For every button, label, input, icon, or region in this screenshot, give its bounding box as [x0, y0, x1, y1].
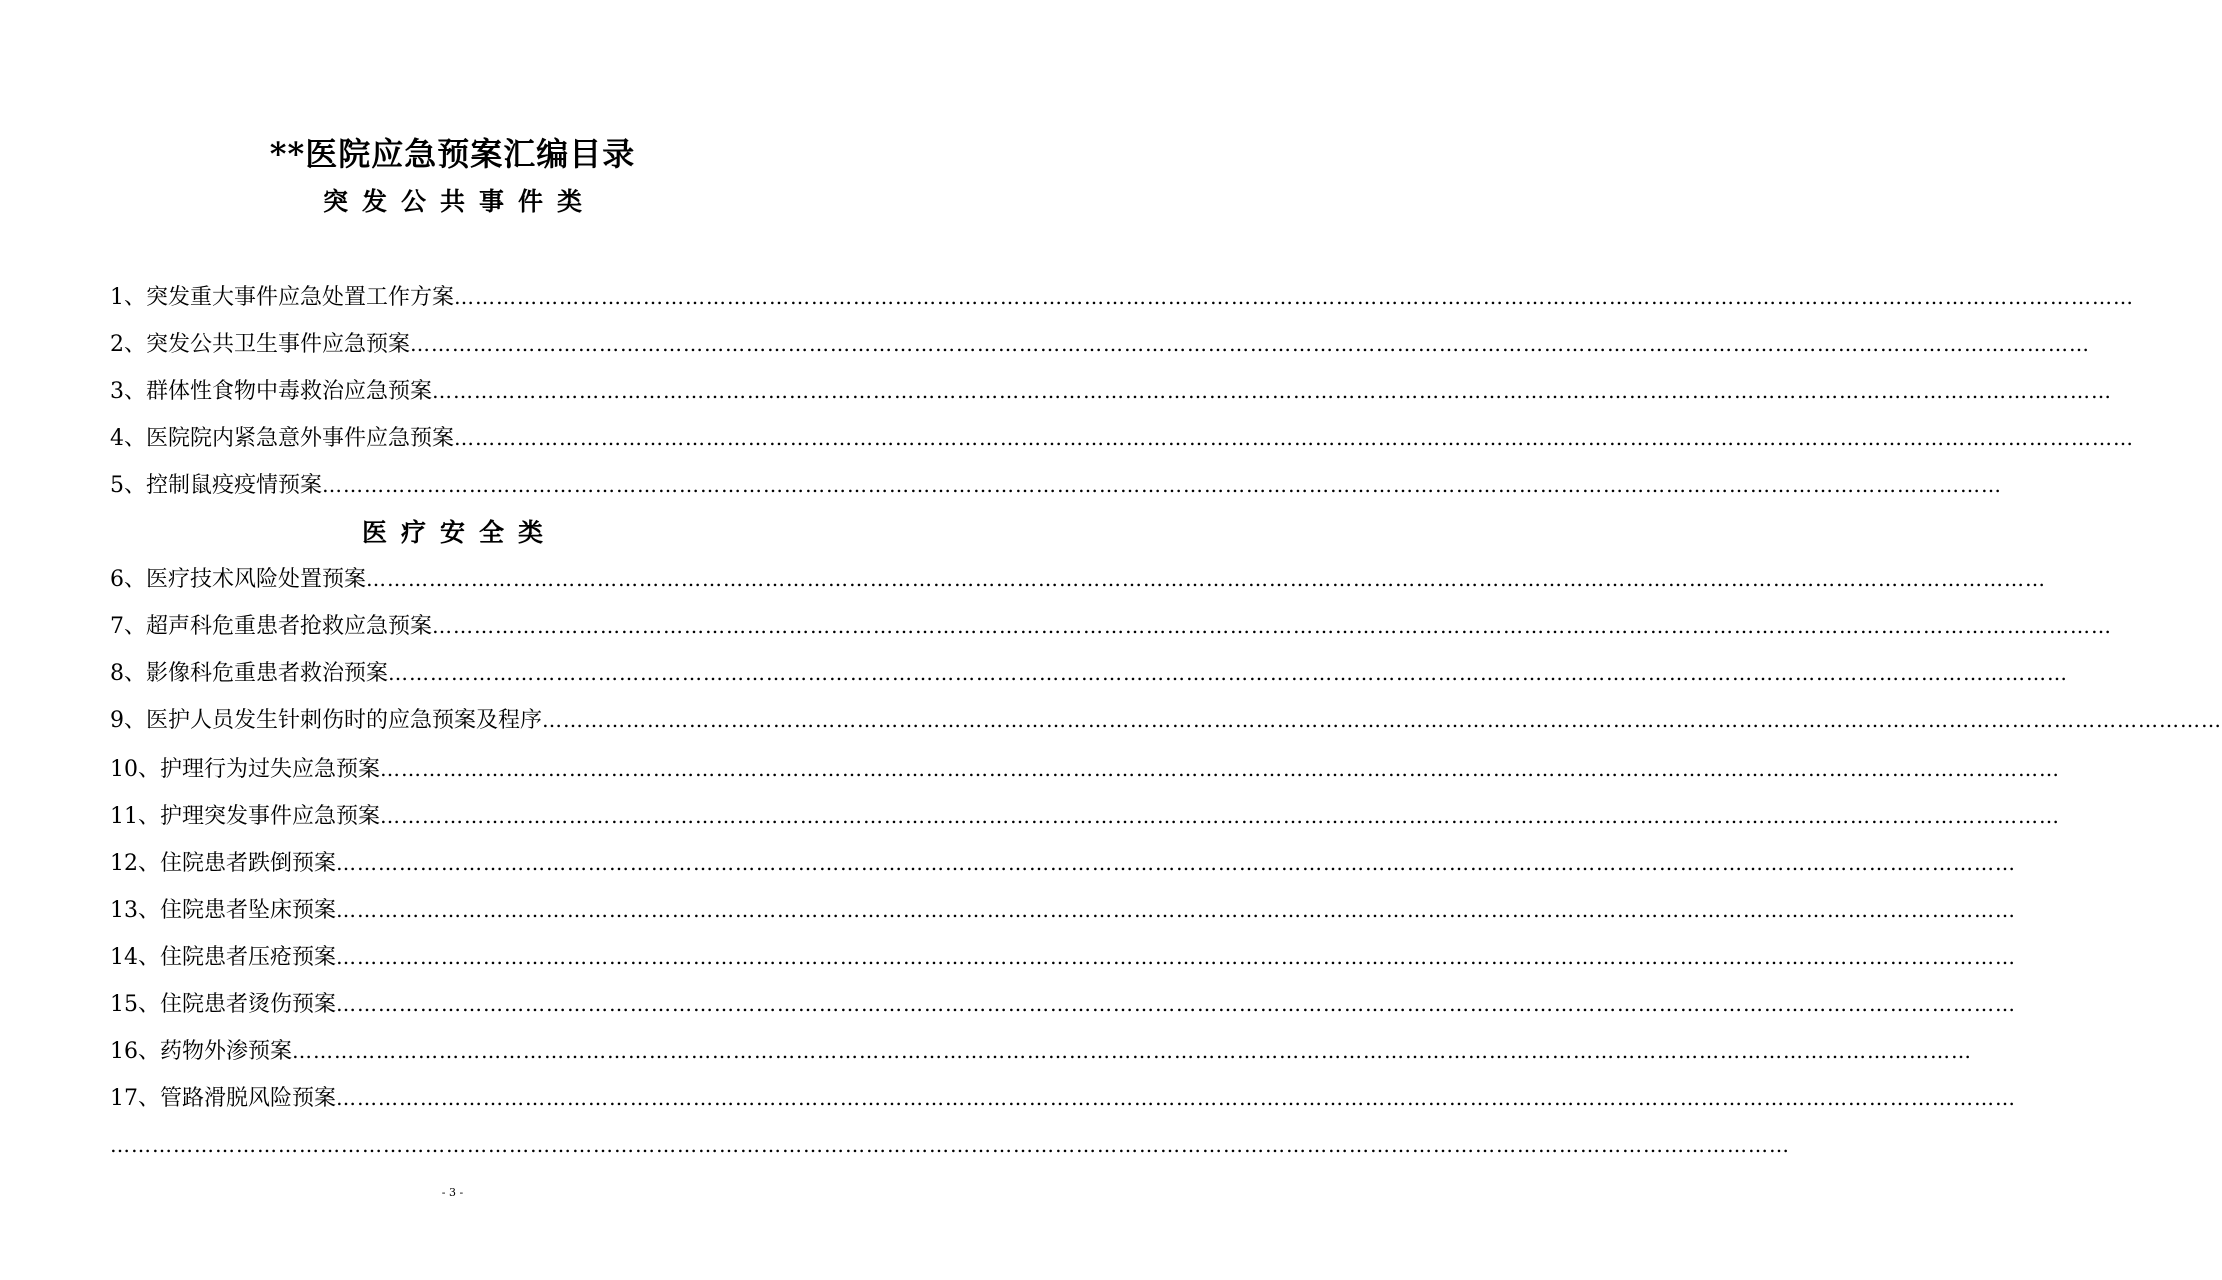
toc-entry — [110, 1075, 2017, 1122]
toc-entry-separator: 、 — [124, 285, 147, 310]
toc-entry-separator: 、 — [124, 567, 147, 592]
toc-entry-separator: 、 — [138, 804, 161, 829]
toc-entry-number: 3 — [110, 379, 124, 404]
toc-entry-separator: 、 — [138, 898, 161, 923]
toc-entry-title: 住院患者跌倒预案 — [160, 851, 337, 876]
toc-entry-title: 医疗技术风险处置预案 — [146, 567, 367, 592]
toc-entry — [110, 556, 2047, 603]
dot-leader: …………………………………………………………………………………………………………………………………………………………………………………………………………………… — [388, 661, 2069, 685]
toc-entry-separator: 、 — [138, 851, 161, 876]
toc-entry-number: 14 — [110, 945, 138, 970]
toc-entry — [110, 650, 2069, 697]
toc-entry-number: 10 — [110, 757, 138, 782]
dot-leader: …………………………………………………………………………………………………………………………………………………………………………………………………………………… — [432, 614, 2113, 638]
toc-entry-title: 控制鼠疫疫情预案 — [146, 473, 323, 498]
toc-entry-title: 突发重大事件应急处置工作方案 — [146, 285, 455, 310]
toc-entry-title: 突发公共卫生事件应急预案 — [146, 332, 411, 357]
dot-leader: …………………………………………………………………………………………………………………………………………………………………………………………………………………… — [380, 757, 2061, 781]
dot-leader: …………………………………………………………………………………………………………………………………………………………………………………………………………………… — [336, 898, 2017, 922]
toc-list-public-emergency — [110, 274, 2135, 509]
toc-entry-title: 超声科危重患者抢救应急预案 — [146, 614, 433, 639]
toc-entry-number: 7 — [110, 614, 124, 639]
dot-leader: …………………………………………………………………………………………………………………………………………………………………………………………………………………… — [336, 1086, 2017, 1110]
toc-entry-number: 15 — [110, 992, 138, 1017]
toc-entry-title: 医护人员发生针刺伤时的应急预案及程序 — [146, 708, 543, 733]
toc-entry-title: 住院患者坠床预案 — [160, 898, 337, 923]
toc-entry-title: 管路滑脱风险预案 — [160, 1086, 337, 1111]
toc-entry — [110, 274, 2135, 321]
toc-entry-number: 13 — [110, 898, 138, 923]
dot-leader: …………………………………………………………………………………………………………………………………………………………………………………………………………………… — [336, 945, 2017, 969]
toc-entry-number: 2 — [110, 332, 124, 357]
toc-entry — [110, 887, 2017, 934]
dot-leader: …………………………………………………………………………………………………………………………………………………………………………………………………………………… — [366, 567, 2047, 591]
toc-entry-separator: 、 — [124, 332, 147, 357]
toc-list-medical-safety-a — [110, 556, 2222, 744]
toc-entry — [110, 462, 2003, 509]
toc-entry-title: 群体性食物中毒救治应急预案 — [146, 379, 433, 404]
toc-entry-title: 护理行为过失应急预案 — [160, 757, 381, 782]
dot-leader: …………………………………………………………………………………………………………………………………………………………………………………………………………………… — [454, 285, 2135, 309]
dot-leader: …………………………………………………………………………………………………………………………………………………………………………………………………………………… — [542, 708, 2222, 732]
toc-entry-separator: 、 — [124, 708, 147, 733]
toc-entry — [110, 321, 2091, 368]
toc-entry-number: 6 — [110, 567, 124, 592]
toc-entry — [110, 415, 2135, 462]
toc-entry-separator: 、 — [124, 661, 147, 686]
dot-leader: …………………………………………………………………………………………………………………………………………………………………………………………………………………… — [322, 473, 2003, 497]
toc-entry-number: 1 — [110, 285, 124, 310]
dot-leader: …………………………………………………………………………………………………………………………………………………………………………………………………………………… — [110, 1133, 1790, 1157]
toc-entry-title: 药物外渗预案 — [160, 1039, 293, 1064]
toc-entry-separator: 、 — [138, 757, 161, 782]
dot-leader: …………………………………………………………………………………………………………………………………………………………………………………………………………………… — [336, 851, 2017, 875]
toc-entry-number: 4 — [110, 426, 124, 451]
toc-entry — [110, 1122, 1790, 1169]
section-heading-medical-safety: 医疗安全类 — [361, 518, 557, 547]
section-heading-public-emergency: 突发公共事件类 — [322, 187, 596, 216]
toc-entry-number: 11 — [110, 804, 138, 829]
toc-entry-number: 5 — [110, 473, 124, 498]
toc-entry-title: 影像科危重患者救治预案 — [146, 661, 389, 686]
toc-entry-separator: 、 — [124, 426, 147, 451]
toc-entry — [110, 840, 2017, 887]
toc-entry-separator: 、 — [124, 379, 147, 404]
toc-entry — [110, 697, 2222, 744]
toc-entry-title: 住院患者烫伤预案 — [160, 992, 337, 1017]
toc-entry-number: 12 — [110, 851, 138, 876]
toc-entry-title: 医院院内紧急意外事件应急预案 — [146, 426, 455, 451]
toc-entry-number: 8 — [110, 661, 124, 686]
page-title: **医院应急预案汇编目录 — [269, 135, 636, 173]
page-number: - 3 - — [441, 1186, 464, 1199]
dot-leader: …………………………………………………………………………………………………………………………………………………………………………………………………………………… — [410, 332, 2091, 356]
toc-list-medical-safety-b — [110, 746, 2061, 1169]
toc-entry — [110, 603, 2113, 650]
toc-entry-title: 住院患者压疮预案 — [160, 945, 337, 970]
toc-entry — [110, 981, 2017, 1028]
dot-leader: …………………………………………………………………………………………………………………………………………………………………………………………………………………… — [336, 992, 2017, 1016]
toc-entry-separator: 、 — [138, 992, 161, 1017]
dot-leader: …………………………………………………………………………………………………………………………………………………………………………………………………………………… — [380, 804, 2061, 828]
toc-entry-number: 16 — [110, 1039, 138, 1064]
toc-entry — [110, 746, 2061, 793]
toc-entry-separator: 、 — [138, 1039, 161, 1064]
toc-entry — [110, 793, 2061, 840]
toc-entry-separator: 、 — [124, 473, 147, 498]
dot-leader: …………………………………………………………………………………………………………………………………………………………………………………………………………………… — [454, 426, 2135, 450]
dot-leader: …………………………………………………………………………………………………………………………………………………………………………………………………………………… — [432, 379, 2113, 403]
toc-entry-title: 护理突发事件应急预案 — [160, 804, 381, 829]
toc-entry-separator: 、 — [138, 945, 161, 970]
toc-entry — [110, 934, 2017, 981]
toc-entry-number: 17 — [110, 1086, 138, 1111]
toc-entry — [110, 1028, 1973, 1075]
toc-entry-separator: 、 — [124, 614, 147, 639]
toc-entry-separator: 、 — [138, 1086, 161, 1111]
toc-entry — [110, 368, 2113, 415]
dot-leader: …………………………………………………………………………………………………………………………………………………………………………………………………………………… — [292, 1039, 1973, 1063]
toc-entry-number: 9 — [110, 708, 124, 733]
